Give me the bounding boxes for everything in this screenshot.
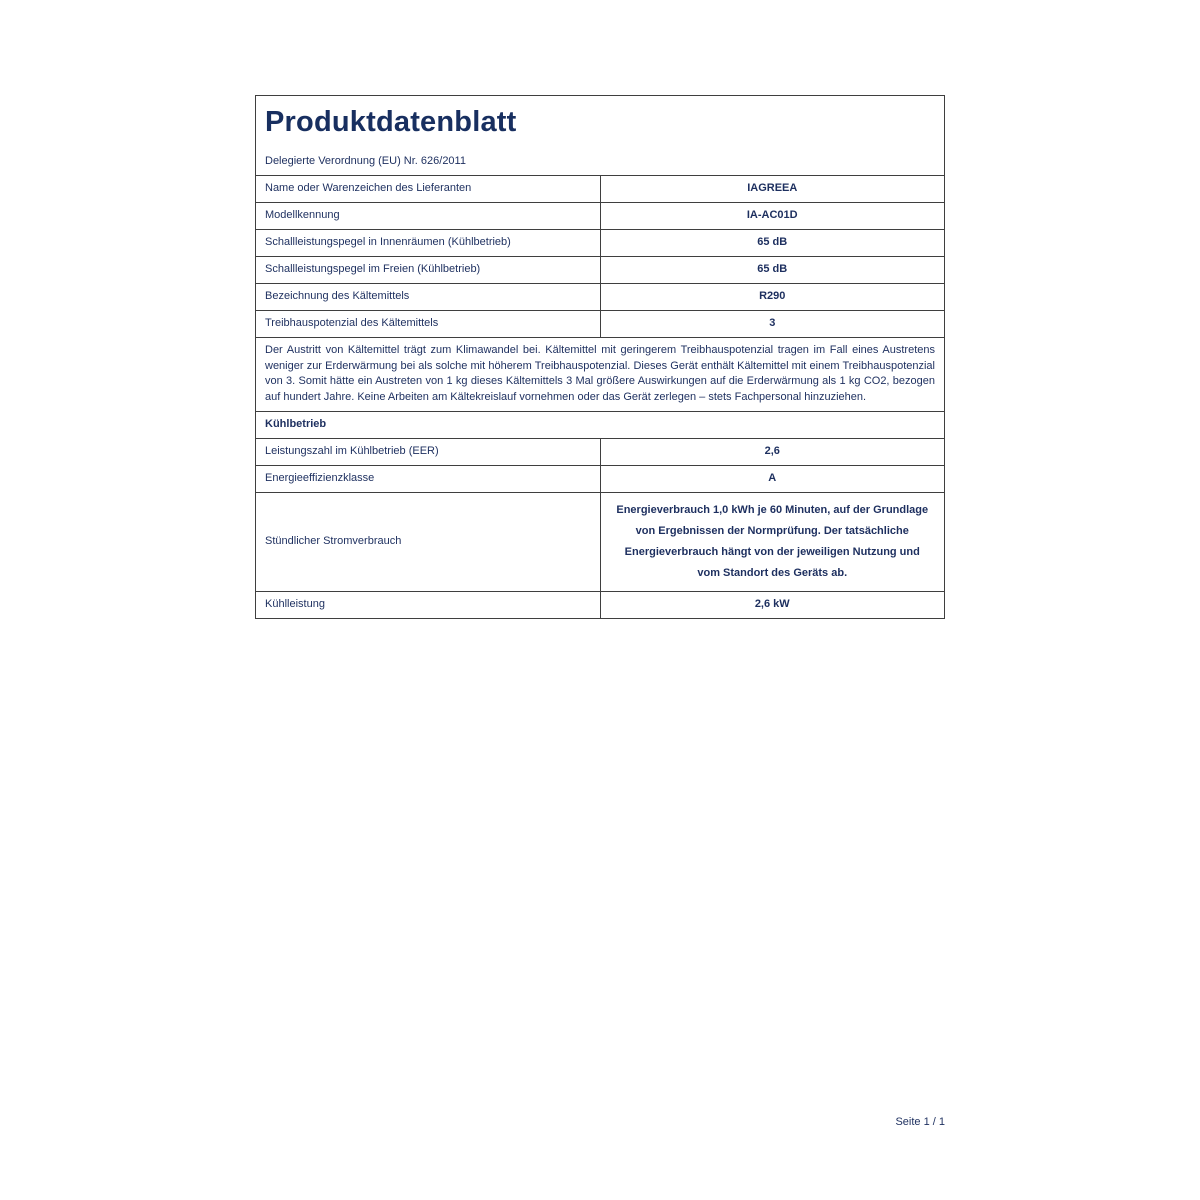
row-label-cooling-capacity: Kühlleistung — [256, 591, 601, 618]
row-value-sound-indoor: 65 dB — [600, 229, 945, 256]
table-row — [256, 439, 945, 466]
table-row — [256, 229, 945, 256]
row-label-energy-class: Energieeffizienzklasse — [256, 466, 601, 493]
table-row — [256, 175, 945, 202]
row-label-hourly-consumption: Stündlicher Stromverbrauch — [256, 493, 601, 592]
row-label-eer: Leistungszahl im Kühlbetrieb (EER) — [256, 439, 601, 466]
row-label-gwp: Treibhauspotenzial des Kältemittels — [256, 310, 601, 337]
table-row — [256, 256, 945, 283]
row-value-supplier: IAGREEA — [600, 175, 945, 202]
page-title: Produktdatenblatt — [265, 106, 517, 138]
section-header-cooling: Kühlbetrieb — [256, 412, 945, 439]
row-value-eer: 2,6 — [600, 439, 945, 466]
page-subtitle: Delegierte Verordnung (EU) Nr. 626/2011 — [265, 155, 466, 168]
table-row — [256, 591, 945, 618]
row-label-sound-indoor: Schallleistungspegel in Innenräumen (Kühlbetrieb) — [256, 229, 601, 256]
row-label-refrigerant: Bezeichnung des Kältemittels — [256, 283, 601, 310]
row-label-model: Modellkennung — [256, 202, 601, 229]
row-value-hourly-consumption: Energieverbrauch 1,0 kWh je 60 Minuten, auf der Grundlage von Ergebnissen der Normprüfung. Der tatsächliche Energieverbrauch hängt von der jeweiligen Nutzung und vom Standort des Geräts ab. — [600, 493, 945, 592]
row-value-gwp: 3 — [600, 310, 945, 337]
paragraph-row — [256, 337, 945, 412]
table-row — [256, 466, 945, 493]
row-value-cooling-capacity: 2,6 kW — [600, 591, 945, 618]
row-value-refrigerant: R290 — [600, 283, 945, 310]
section-header-row — [256, 412, 945, 439]
row-label-sound-outdoor: Schallleistungspegel im Freien (Kühlbetrieb) — [256, 256, 601, 283]
row-value-sound-outdoor: 65 dB — [600, 256, 945, 283]
datasheet-table — [255, 95, 945, 619]
row-value-model: IA-AC01D — [600, 202, 945, 229]
table-row — [256, 202, 945, 229]
product-datasheet — [255, 95, 945, 619]
table-row — [256, 310, 945, 337]
page-number: Seite 1 / 1 — [895, 1116, 945, 1128]
refrigerant-notice-text: Der Austritt von Kältemittel trägt zum Klimawandel bei. Kältemittel mit geringerem Treibhauspotenzial tragen im Fall eines Austretens weniger zur Erderwärmung bei als solche mit höherem Treibhauspotenzial. Dieses Gerät enthält Kältemittel mit einem Treibhauspotenzial von 3. Somit hätte ein Austreten von 1 kg dieses Kältemittels 3 Mal größere Auswirkungen auf die Erderwärmung als 1 kg CO2, bezogen auf hundert Jahre. Keine Arbeiten am Kältekreislauf vornehmen oder das Gerät zerlegen – stets Fachpersonal hinzuziehen. — [256, 337, 945, 412]
table-row — [256, 493, 945, 592]
table-row — [256, 283, 945, 310]
row-value-energy-class: A — [600, 466, 945, 493]
title-row — [256, 96, 945, 176]
row-label-supplier: Name oder Warenzeichen des Lieferanten — [256, 175, 601, 202]
